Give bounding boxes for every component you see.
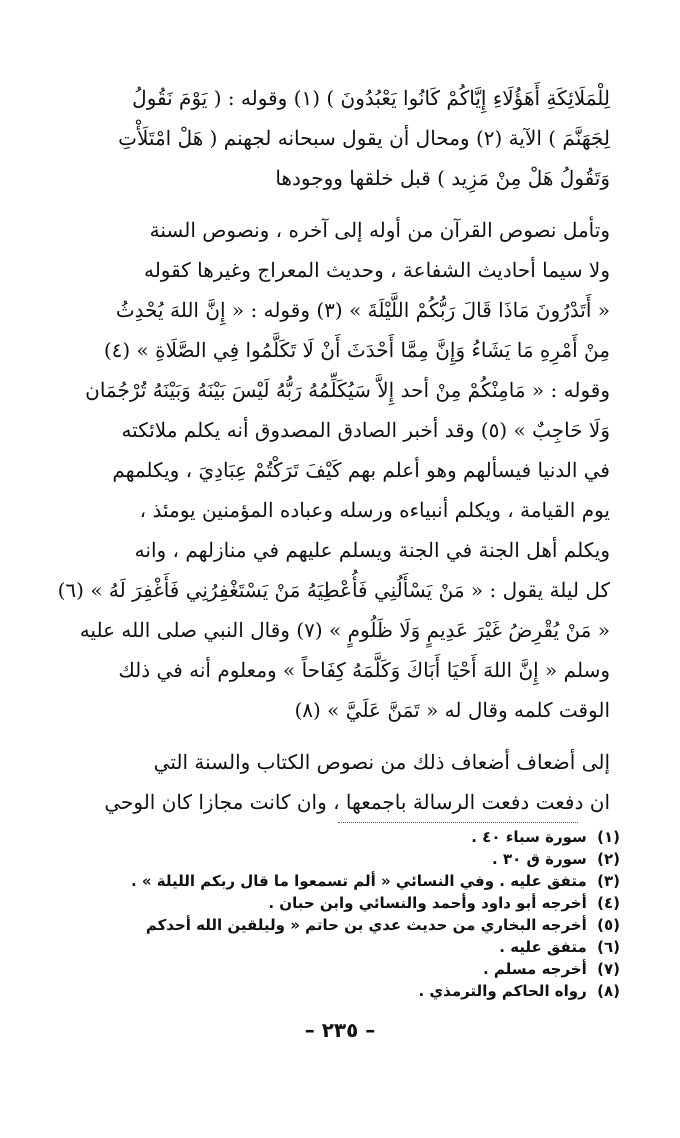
text-line: في الدنيا فيسألهم وهو أعلم بهم كَيْفَ تَرَكْتُمْ عِبَادِيَ ، ويكلمهم xyxy=(112,458,610,482)
text-line: ويكلم أهل الجنة في الجنة ويسلم عليهم في منازلهم ، وانه xyxy=(134,538,610,562)
paragraph-gap xyxy=(62,730,610,742)
footnote-separator xyxy=(338,822,578,823)
footnote xyxy=(60,870,620,892)
footnote-number: (٢) xyxy=(597,850,620,868)
text-line: لِلْمَلَائِكَةِ أَهَؤُلَاءِ إِيَّاكُمْ كَانُوا يَعْبُدُونَ ) (١) وقوله : ( يَوْمَ نَقُولُ xyxy=(132,86,610,110)
text-line: « أَتَدْرُونَ مَاذَا قَالَ رَبُّكُمْ اللَّيْلَةَ » (٣) وقوله : « إِنَّ اللهَ يُحْدِثُ xyxy=(115,298,610,322)
text-line: ان دفعت دفعت الرسالة باجمعها ، وان كانت مجازا كان الوحي xyxy=(104,790,610,814)
footnote-text: رواه الحاكم والترمذي . xyxy=(418,982,587,1000)
footnote xyxy=(60,980,620,1002)
footnote-text: سورة سباء ٤٠ . xyxy=(471,828,587,846)
paragraph xyxy=(57,210,610,730)
text-line: مِنْ أَمْرِهِ مَا يَشَاءُ وَإِنَّ مِمَّا أَحْدَثَ أَنْ لَا تَكَلَّمُوا فِي الصَّلَاةِ » (٤) xyxy=(103,338,610,362)
text-line: وقوله : « مَامِنْكُمْ مِنْ أحد إِلاَّ سَيُكَلِّمُهُ رَبُّهُ لَيْسَ بَيْنَهُ وَبَيْنَهُ تُرْجُمَان xyxy=(85,378,610,402)
text-line: لِجَهَنَّمَ ) الآية (٢) ومحال أن يقول سبحانه لجهنم ( هَلْ امْتَلَأْتِ xyxy=(118,126,610,150)
footnote-number: (٦) xyxy=(597,938,620,956)
footnote-text: أخرجه مسلم . xyxy=(482,960,587,978)
text-line: وسلم « إِنَّ اللهَ أَحْيَا أَبَاكَ وَكَلَّمَهُ كِفَاحاً » ومعلوم أنه في ذلك xyxy=(118,658,610,682)
footnote-text: متفق عليه . xyxy=(499,938,587,956)
footnote-number: (٥) xyxy=(597,916,620,934)
footnote-number: (٣) xyxy=(597,872,620,890)
text-line: وَتَقُولُ هَلْ مِنْ مَزِيد ) قبل خلقها ووجودها xyxy=(275,166,610,190)
text-line: وَلَا حَاجِبٌ » (٥) وقد أخبر الصادق المصدوق أنه يكلم ملائكته xyxy=(121,418,610,442)
text-line: ولا سيما أحاديث الشفاعة ، وحديث المعراج وغيرها كقوله xyxy=(143,258,610,282)
text-line: إلى أضعاف أضعاف ذلك من نصوص الكتاب والسنة التي xyxy=(153,750,610,774)
text-line: الوقت كلمه وقال له « تَمَنَّ عَلَيَّ » (٨) xyxy=(294,698,610,722)
footnote-number: (٧) xyxy=(597,960,620,978)
footnote-number: (٨) xyxy=(597,982,620,1000)
text-line: يوم القيامة ، ويكلم أنبياءه ورسله وعباده المؤمنين يومئذ ، xyxy=(139,498,610,522)
footnote xyxy=(60,892,620,914)
footnote-text: متفق عليه . وفي النسائي « ألم تسمعوا ما قال ربكم الليلة » . xyxy=(130,872,587,890)
footnote-number: (٤) xyxy=(597,894,620,912)
footnote-text: أخرجه البخاري من حديث عدي بن حاتم « وليلقين الله أحدكم xyxy=(145,916,587,934)
footnote-number: (١) xyxy=(597,828,620,846)
footnotes xyxy=(60,826,620,1002)
footnote xyxy=(60,848,620,870)
page-number: – ٢٣٥ – xyxy=(304,1018,376,1042)
paragraph xyxy=(62,742,610,822)
paragraph-gap xyxy=(62,198,610,210)
footnote xyxy=(60,826,620,848)
text-line: وتأمل نصوص القرآن من أوله إلى آخره ، ونصوص السنة xyxy=(149,218,610,242)
footnote xyxy=(60,914,620,936)
footnote-text: أخرجه أبو داود وأحمد والنسائي وابن حبان . xyxy=(268,894,587,912)
text-line: « مَنْ يُقْرِضُ غَيْرَ عَدِيمٍ وَلَا ظَلُومٍ » (٧) وقال النبي صلى الله عليه xyxy=(79,618,610,642)
main-text xyxy=(57,78,610,822)
text-line: كل ليلة يقول : « مَنْ يَسْأَلُنِي فَأُعْطِيَهُ مَنْ يَسْتَغْفِرُنِي فَأَغْفِرَ لَهُ » (٦) xyxy=(57,578,610,602)
footnote xyxy=(60,936,620,958)
footnote-text: سورة ق ٣٠ . xyxy=(492,850,587,868)
paragraph xyxy=(62,78,610,198)
footnote xyxy=(60,958,620,980)
